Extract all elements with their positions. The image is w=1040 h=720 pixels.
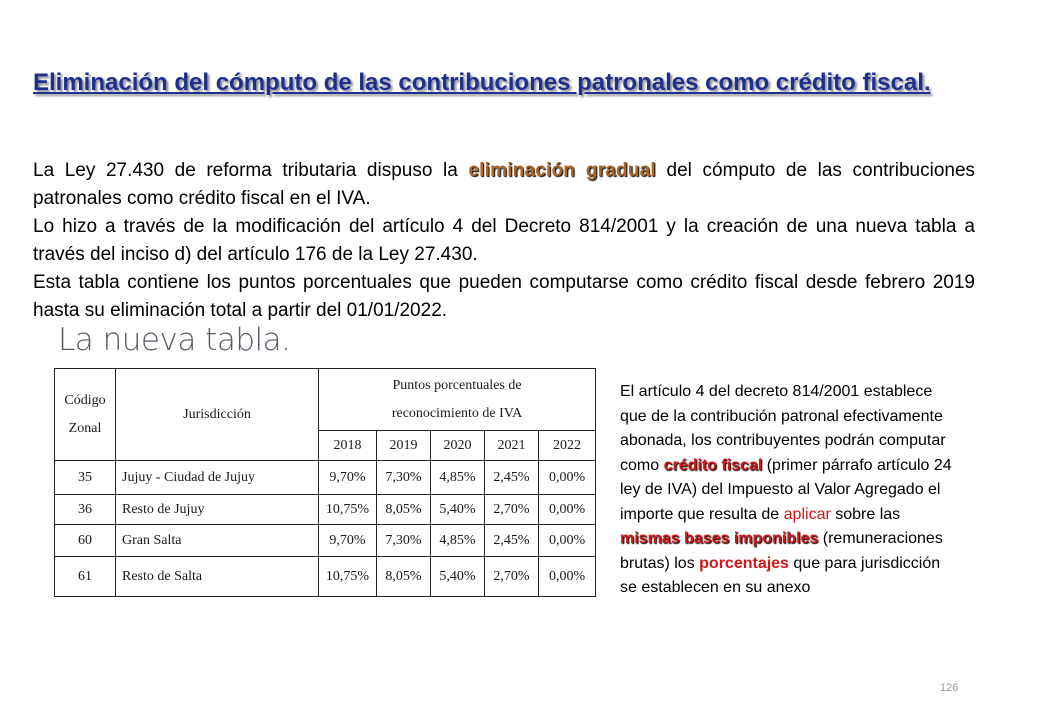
cell-value: 0,00% — [539, 495, 596, 525]
table-row — [55, 557, 596, 597]
cell-jurisdiction: Resto de Jujuy — [116, 495, 319, 525]
highlight-porcentajes: porcentajes — [699, 554, 789, 572]
side-text: sobre las — [830, 505, 901, 523]
year-header: 2021 — [485, 431, 539, 461]
table-row — [55, 525, 596, 557]
intro-paragraph-2: Lo hizo a través de la modificación del artículo 4 del Decreto 814/2001 y la creación de una nueva tabla a través del inciso d) del artículo 176 de la Ley 27.430. — [33, 216, 975, 265]
cell-value: 0,00% — [539, 461, 596, 495]
side-text: (remuneraciones brutas) los — [620, 530, 943, 572]
cell-value: 10,75% — [319, 495, 377, 525]
slide-title: Eliminación del cómputo de las contribuciones patronales como crédito fiscal. — [33, 69, 931, 96]
cell-value: 4,85% — [431, 461, 485, 495]
year-header: 2022 — [539, 431, 596, 461]
side-text: (primer párrafo artículo 24 ley de IVA) del Impuesto al Valor Agregado el importe que resulta de — [620, 456, 952, 523]
cell-value: 9,70% — [319, 461, 377, 495]
page-number: 126 — [940, 682, 959, 694]
side-explanation — [620, 380, 960, 601]
cell-value: 0,00% — [539, 525, 596, 557]
cell-value: 2,70% — [485, 495, 539, 525]
highlight-eliminacion-gradual: eliminación gradual — [468, 160, 656, 181]
header-code: Código Zonal — [55, 369, 116, 461]
cell-code: 35 — [55, 461, 116, 495]
cell-value: 5,40% — [431, 495, 485, 525]
header-points: Puntos porcentuales de reconocimiento de IVA — [319, 369, 596, 431]
cell-value: 2,45% — [485, 525, 539, 557]
cell-value: 2,45% — [485, 461, 539, 495]
percentages-table — [54, 368, 596, 597]
highlight-aplicar: aplicar — [783, 505, 831, 523]
cell-value: 0,00% — [539, 557, 596, 597]
cell-value: 2,70% — [485, 557, 539, 597]
side-text: El artículo 4 del decreto 814/2001 establece que de la contribución patronal efectivamente abonada, los contribuyentes podrán computar como — [620, 383, 946, 474]
cell-value: 7,30% — [377, 461, 431, 495]
highlight-mismas-bases: mismas bases imponibles — [620, 530, 819, 547]
table-row — [55, 461, 596, 495]
highlight-credito-fiscal: crédito fiscal — [663, 456, 763, 474]
cell-jurisdiction: Resto de Salta — [116, 557, 319, 597]
cell-value: 9,70% — [319, 525, 377, 557]
header-jurisdiction: Jurisdicción — [116, 369, 319, 461]
intro-p1-start: La Ley 27.430 de reforma tributaria dispuso la — [33, 160, 469, 181]
handwritten-caption: La nueva tabla. — [58, 322, 291, 358]
cell-value: 8,05% — [377, 557, 431, 597]
cell-code: 36 — [55, 495, 116, 525]
cell-value: 10,75% — [319, 557, 377, 597]
year-header: 2020 — [431, 431, 485, 461]
intro-paragraph-3: Esta tabla contiene los puntos porcentuales que pueden computarse como crédito fiscal desde febrero 2019 hasta su eliminación total a partir del 01/01/2022. — [33, 272, 975, 321]
cell-jurisdiction: Gran Salta — [116, 525, 319, 557]
intro-text — [33, 157, 975, 325]
intro-paragraph-1 — [33, 157, 975, 213]
scanned-table — [54, 368, 595, 596]
cell-code: 60 — [55, 525, 116, 557]
side-text: que para jurisdicción se establecen en su anexo — [620, 554, 941, 596]
cell-value: 8,05% — [377, 495, 431, 525]
intro-p1-end: del cómputo de las contribuciones patronales como crédito fiscal en el IVA. — [33, 160, 976, 209]
cell-value: 4,85% — [431, 525, 485, 557]
year-header: 2019 — [377, 431, 431, 461]
cell-code: 61 — [55, 557, 116, 597]
table-row — [55, 495, 596, 525]
cell-value: 5,40% — [431, 557, 485, 597]
year-header: 2018 — [319, 431, 377, 461]
cell-jurisdiction: Jujuy - Ciudad de Jujuy — [116, 461, 319, 495]
cell-value: 7,30% — [377, 525, 431, 557]
